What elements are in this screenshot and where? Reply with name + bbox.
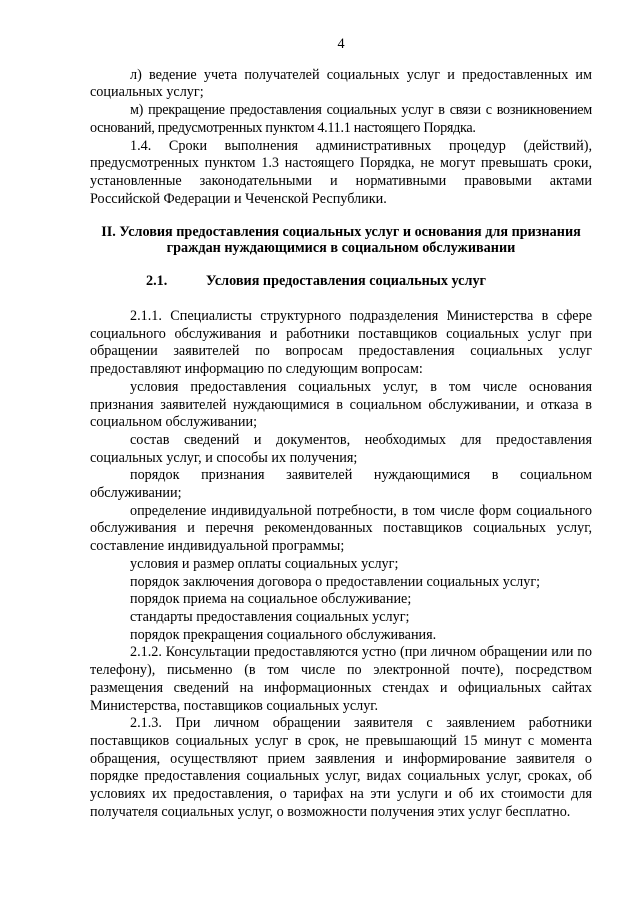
- subsection-title: Условия предоставления социальных услуг: [206, 273, 486, 290]
- paragraph-2-1-3: 2.1.3. При личном обращении заявителя с заявлением работники поставщиков социальных услуг в срок, не превышающий 15 минут с момента обращения, осуществляют прием заявления и информирование заявителя о порядке предоставления социальных услуг, видах социальных услуг, сроках, об условиях их предоставления, о тарифах на эти услуги и об их стоимости для получателя социальных услуг, о возможности получения этих услуг бесплатно.: [90, 715, 592, 820]
- list-item: порядок заключения договора о предоставлении социальных услуг;: [130, 573, 541, 590]
- page-number: 4: [337, 36, 345, 52]
- list-item: определение индивидуальной потребности, в том числе форм социального обслуживания и перечня рекомендованных поставщиков социальных услуг, составление индивидуальной программы;: [90, 502, 592, 555]
- paragraph-2-1-1: 2.1.1. Специалисты структурного подразделения Министерства в сфере социального обслуживания и работники поставщиков социальных услуг при обращении заявителей по вопросам предоставления социальных услуг предоставляют информацию по следующим вопросам:: [90, 308, 592, 378]
- list-item: условия и размер оплаты социальных услуг;: [130, 555, 399, 572]
- list-item: порядок признания заявителей нуждающимися в социальном обслуживании;: [90, 467, 592, 502]
- list-item: порядок прекращения социального обслуживания.: [130, 626, 437, 643]
- paragraph-2-1-2: 2.1.2. Консультации предоставляются устно (при личном обращении или по телефону), письменно (в том числе по электронной почте), посредством размещения сведений на информационных стендах и официальных сайтах Министерства, поставщиков социальных услуг.: [90, 644, 592, 714]
- list-item: условия предоставления социальных услуг, в том числе основания признания заявителей нуждающимися в социальном обслуживании, и отказа в социальном обслуживании;: [90, 378, 592, 431]
- paragraph-1-4: 1.4. Сроки выполнения административных процедур (действий), предусмотренных пунктом 1.3 настоящего Порядка, не могут превышать сроки, установленные законодательными и нормативными правовыми актами Российской Федерации и Чеченской Республики.: [90, 137, 592, 207]
- subsection-heading: [90, 273, 592, 291]
- section-title: II. Условия предоставления социальных услуг и основания для признания граждан нуждающимися в социальном обслуживании: [101, 224, 581, 256]
- list-item: стандарты предоставления социальных услуг;: [130, 608, 410, 625]
- paragraph-item-l: л) ведение учета получателей социальных услуг и предоставленных им социальных услуг;: [90, 66, 592, 101]
- paragraph-item-m: м) прекращение предоставления социальных услуг в связи с возникновением оснований, предусмотренных пунктом 4.11.1 настоящего Порядка.: [90, 102, 592, 136]
- list-item: состав сведений и документов, необходимых для предоставления социальных услуг, и способы их получения;: [90, 431, 592, 466]
- list-item: порядок приема на социальное обслуживание;: [130, 591, 412, 608]
- subsection-number: 2.1.: [146, 273, 168, 290]
